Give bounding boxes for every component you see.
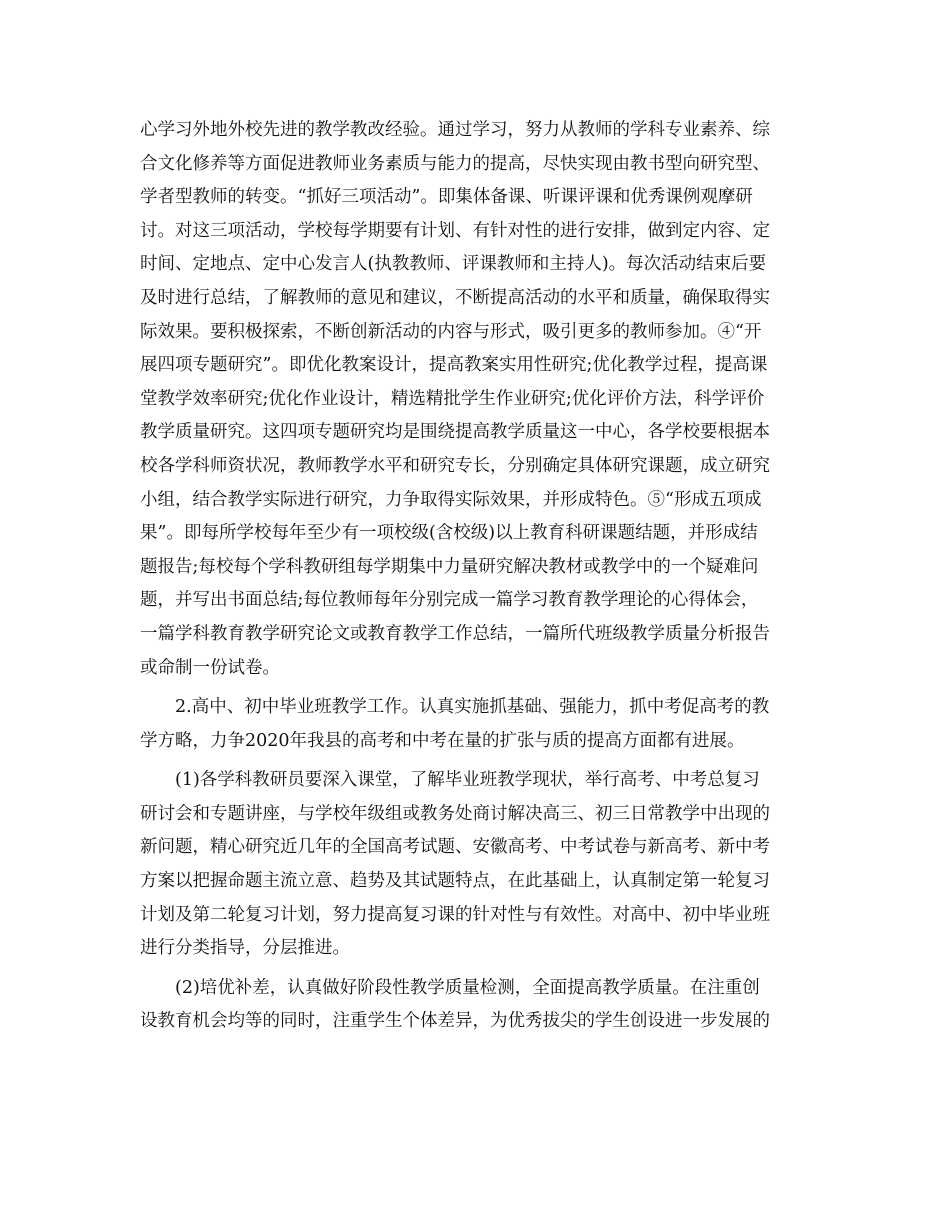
- paragraph-4: [140, 972, 820, 1039]
- text-line: 学方略，力争2020年我县的高考和中考在量的扩张与质的提高方面都有进展。: [140, 730, 745, 751]
- text-line: 或命制一份试卷。: [140, 657, 280, 678]
- text-line: 小组，结合教学实际进行研究，力争取得实际效果，并形成特色。⑤“形成五项成: [140, 489, 762, 510]
- text-line: 一篇学科教育教学研究论文或教育教学工作总结，一篇所代班级教学质量分析报告: [140, 623, 770, 644]
- text-line: 校各学科师资状况，教师教学水平和研究专长，分别确定具体研究课题，成立研究: [140, 455, 770, 476]
- text-line: (1)各学科教研员要深入课堂，了解毕业班教学现状，举行高考、中考总复习: [175, 770, 760, 791]
- text-line: 新问题，精心研究近几年的全国高考试题、安徽高考、中考试卷与新高考、新中考: [140, 837, 770, 858]
- text-line: 心学习外地外校先进的教学教改经验。通过学习，努力从教师的学科专业素养、综: [140, 120, 770, 140]
- text-line: 及时进行总结，了解教师的意见和建议，不断提高活动的水平和质量，确保取得实: [140, 287, 770, 308]
- text-line: 方案以把握命题主流立意、趋势及其试题特点，在此基础上，认真制定第一轮复习: [140, 871, 770, 892]
- text-line: 设教育机会均等的同时，注重学生个体差异，为优秀拔尖的学生创设进一步发展的: [140, 1011, 770, 1032]
- paragraph-1: [140, 114, 820, 685]
- paragraph-2: [140, 691, 820, 758]
- text-line: 进行分类指导，分层推进。: [140, 938, 350, 959]
- text-line: 研讨会和专题讲座，与学校年级组或教务处商讨解决高三、初三日常教学中出现的: [140, 803, 770, 824]
- text-line: 讨。对这三项活动，学校每学期要有计划、有针对性的进行安排，做到定内容、定: [140, 220, 770, 241]
- text-line: 2.高中、初中毕业班教学工作。认真实施抓基础、强能力，抓中考促高考的教: [175, 697, 770, 718]
- text-line: 时间、定地点、定中心发言人(执教教师、评课教师和主持人)。每次活动结束后要: [140, 254, 767, 275]
- text-line: 教学质量研究。这四项专题研究均是围绕提高教学质量这一中心，各学校要根据本: [140, 422, 770, 443]
- text-line: 际效果。要积极探索，不断创新活动的内容与形式，吸引更多的教师参加。④“开: [140, 321, 762, 342]
- text-line: 展四项专题研究”。即优化教案设计，提高教案实用性研究;优化教学过程，提高课: [140, 355, 768, 376]
- text-line: 题，并写出书面总结;每位教师每年分别完成一篇学习教育教学理论的心得体会，: [140, 590, 759, 611]
- text-line: 果”。即每所学校每年至少有一项校级(含校级)以上教育科研课题结题，并形成结: [140, 523, 758, 544]
- paragraph-3: [140, 764, 820, 966]
- text-line: 堂教学效率研究;优化作业设计，精选精批学生作业研究;优化评价方法，科学评价: [140, 388, 765, 409]
- text-line: 题报告;每校每个学科教研组每学期集中力量研究解决教材或教学中的一个疑难问: [140, 556, 759, 577]
- text-line: 学者型教师的转变。“抓好三项活动”。即集体备课、听课评课和优秀课例观摩研: [140, 187, 753, 208]
- text-line: (2)培优补差，认真做好阶段性教学质量检测，全面提高教学质量。在注重创: [175, 977, 760, 998]
- document-body: [140, 114, 820, 1039]
- text-line: 合文化修养等方面促进教师业务素质与能力的提高，尽快实现由教书型向研究型、: [140, 153, 770, 174]
- text-line: 计划及第二轮复习计划，努力提高复习课的针对性与有效性。对高中、初中毕业班: [140, 904, 770, 925]
